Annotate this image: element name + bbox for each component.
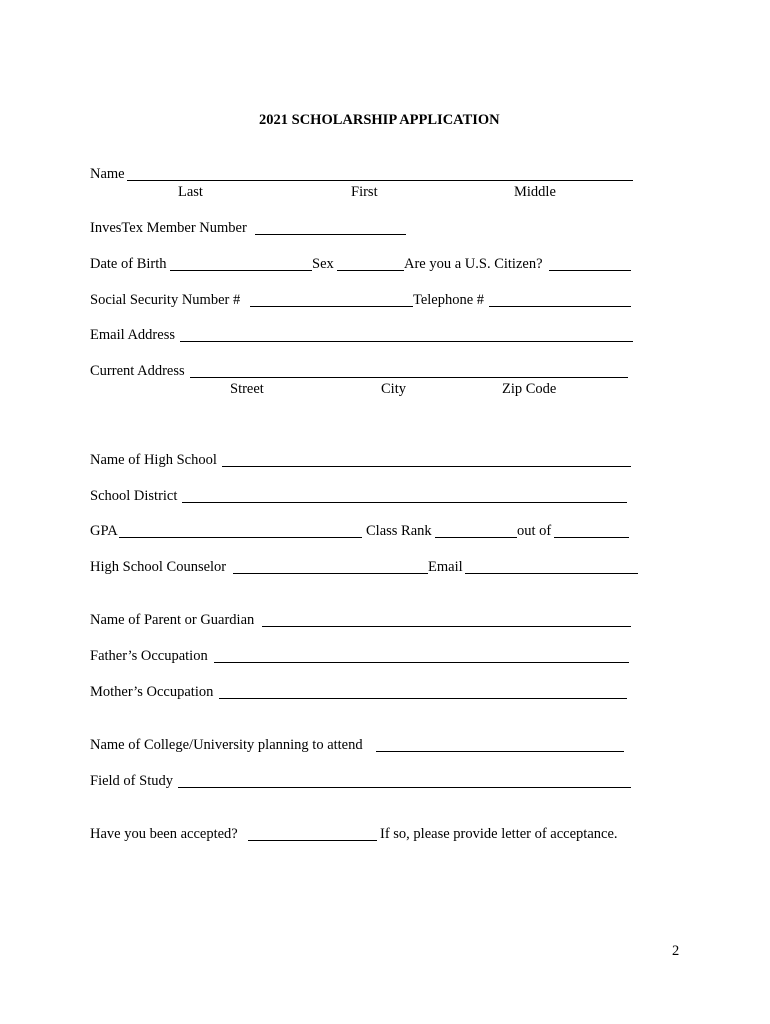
counselor-email-input-line[interactable] xyxy=(465,573,638,574)
class-rank-input-line[interactable] xyxy=(435,537,517,538)
telephone-label: Telephone # xyxy=(413,292,485,308)
counselor-label: High School Counselor xyxy=(90,559,227,575)
gpa-label: GPA xyxy=(90,523,118,539)
name-input-line[interactable] xyxy=(127,180,633,181)
parent-input-line[interactable] xyxy=(262,626,631,627)
sex-label: Sex xyxy=(312,256,334,272)
counselor-input-line[interactable] xyxy=(233,573,428,574)
high-school-label: Name of High School xyxy=(90,452,217,468)
dob-label: Date of Birth xyxy=(90,256,167,272)
current-address-input-line[interactable] xyxy=(190,377,628,378)
address-city-caption: City xyxy=(381,381,406,397)
name-first-caption: First xyxy=(351,184,378,200)
school-district-input-line[interactable] xyxy=(182,502,627,503)
high-school-input-line[interactable] xyxy=(222,466,631,467)
school-district-label: School District xyxy=(90,488,178,504)
accepted-input-line[interactable] xyxy=(248,840,377,841)
field-of-study-input-line[interactable] xyxy=(178,787,631,788)
mother-occupation-input-line[interactable] xyxy=(219,698,627,699)
class-rank-label: Class Rank xyxy=(366,523,432,539)
ssn-label: Social Security Number # xyxy=(90,292,241,308)
accepted-label: Have you been accepted? xyxy=(90,826,238,842)
citizen-label: Are you a U.S. Citizen? xyxy=(404,256,543,272)
page-title: 2021 SCHOLARSHIP APPLICATION xyxy=(259,112,500,128)
counselor-email-label: Email xyxy=(428,559,463,575)
college-input-line[interactable] xyxy=(376,751,624,752)
current-address-label: Current Address xyxy=(90,363,185,379)
sex-input-line[interactable] xyxy=(337,270,404,271)
dob-input-line[interactable] xyxy=(170,270,312,271)
gpa-input-line[interactable] xyxy=(119,537,362,538)
accepted-note: If so, please provide letter of acceptance. xyxy=(380,826,618,842)
field-of-study-label: Field of Study xyxy=(90,773,173,789)
college-label: Name of College/University planning to attend xyxy=(90,737,363,753)
telephone-input-line[interactable] xyxy=(489,306,631,307)
name-last-caption: Last xyxy=(178,184,203,200)
member-number-input-line[interactable] xyxy=(255,234,406,235)
page-number: 2 xyxy=(672,943,680,959)
citizen-input-line[interactable] xyxy=(549,270,631,271)
email-address-input-line[interactable] xyxy=(180,341,633,342)
address-zip-caption: Zip Code xyxy=(502,381,557,397)
father-occupation-input-line[interactable] xyxy=(214,662,629,663)
out-of-label: out of xyxy=(517,523,552,539)
mother-occupation-label: Mother’s Occupation xyxy=(90,684,214,700)
address-street-caption: Street xyxy=(230,381,264,397)
out-of-input-line[interactable] xyxy=(554,537,629,538)
name-label: Name xyxy=(90,166,125,182)
name-middle-caption: Middle xyxy=(514,184,556,200)
email-address-label: Email Address xyxy=(90,327,175,343)
member-number-label: InvesTex Member Number xyxy=(90,220,247,236)
parent-label: Name of Parent or Guardian xyxy=(90,612,255,628)
father-occupation-label: Father’s Occupation xyxy=(90,648,208,664)
ssn-input-line[interactable] xyxy=(250,306,413,307)
